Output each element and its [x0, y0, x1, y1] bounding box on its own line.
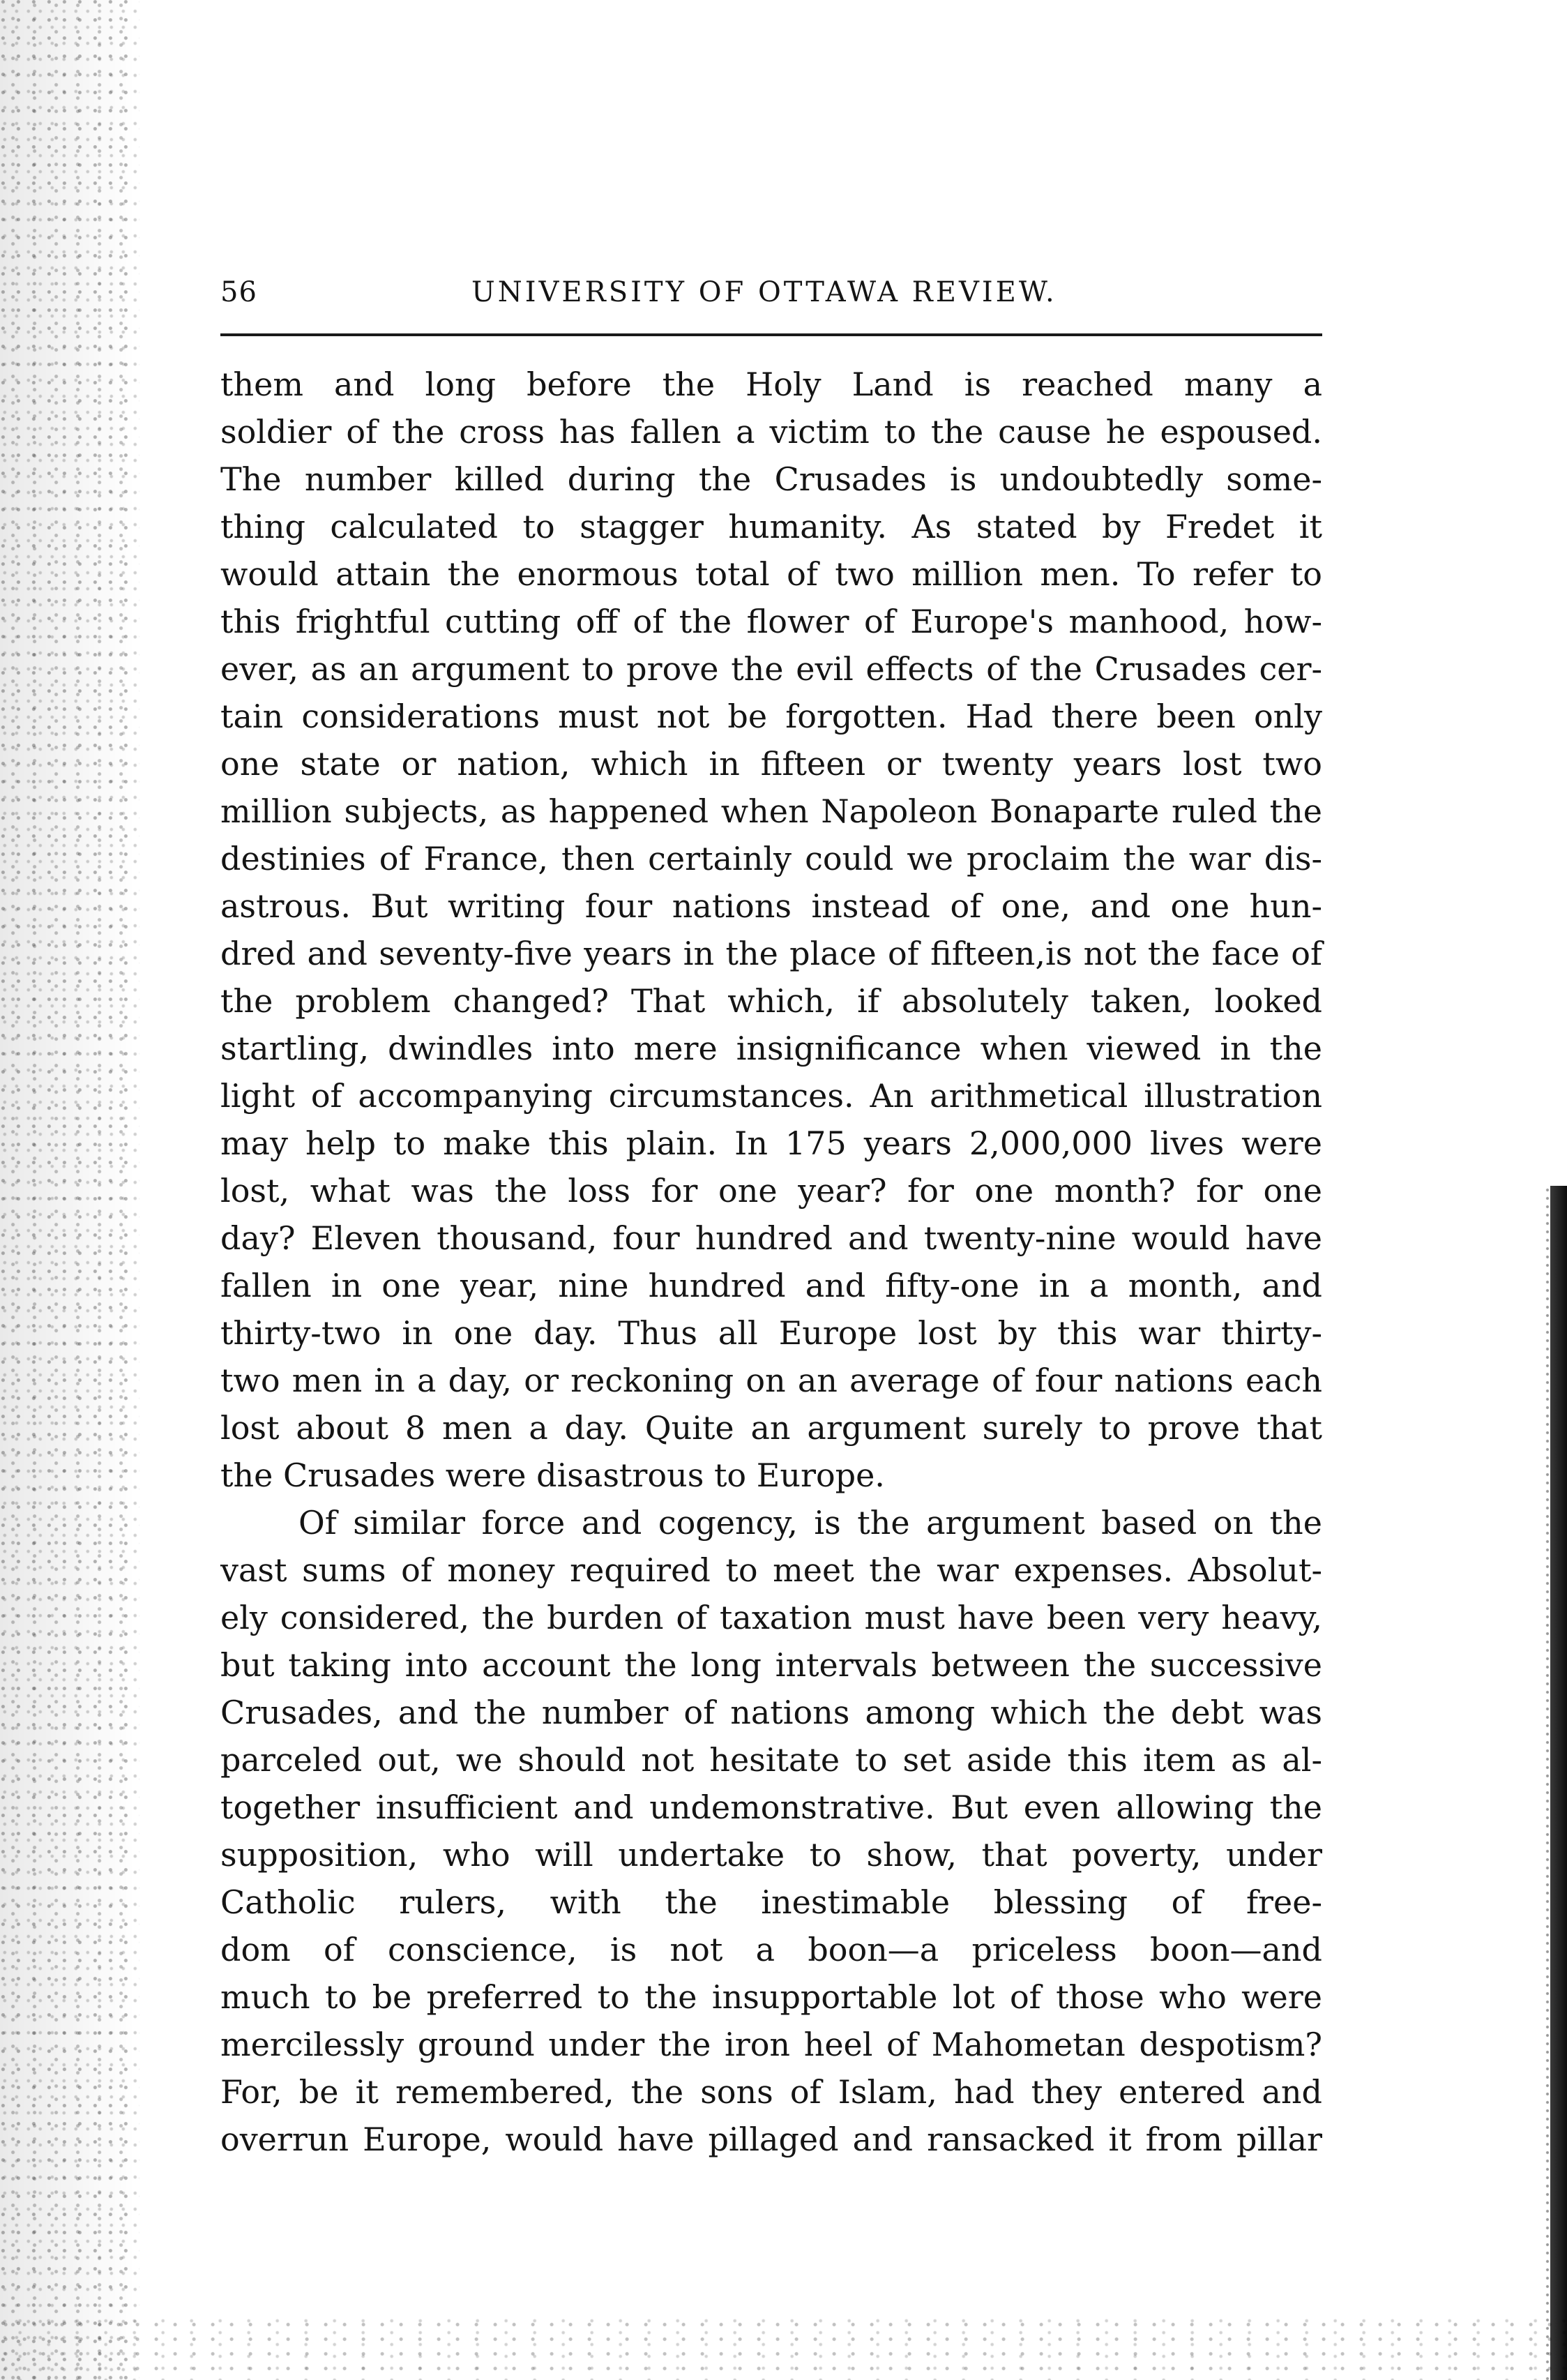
text-line: day? Eleven thousand, four hundred and twenty-nine would have: [220, 1219, 1322, 1257]
text-line: them and long before the Holy Land is reached many a: [220, 366, 1322, 403]
text-line: startling, dwindles into mere insignificance when viewed in the: [220, 1030, 1322, 1067]
text-line: overrun Europe, would have pillaged and ransacked it from pillar: [220, 2121, 1322, 2158]
text-line: supposition, who will undertake to show, that poverty, under: [220, 1836, 1322, 1874]
text-line: the Crusades were disastrous to Europe.: [220, 1456, 885, 1494]
page-header: [220, 271, 1329, 321]
scan-noise-left-margin: [0, 0, 139, 2380]
text-line: thirty-two in one day. Thus all Europe lost by this war thirty-: [220, 1314, 1322, 1352]
text-line: million subjects, as happened when Napoleon Bonaparte ruled the: [220, 792, 1322, 830]
header-rule: [220, 333, 1322, 336]
scan-noise-bottom-margin: [0, 2317, 1567, 2380]
text-line: vast sums of money required to meet the war expenses. Absolut-: [220, 1551, 1322, 1589]
text-line: dom of conscience, is not a boon—a priceless boon—and: [220, 1931, 1322, 1968]
text-line: The number killed during the Crusades is undoubtedly some-: [220, 460, 1322, 498]
text-line: thing calculated to stagger humanity. As stated by Fredet it: [220, 508, 1322, 545]
body-text: [220, 361, 1322, 2163]
text-line: would attain the enormous total of two million men. To refer to: [220, 555, 1322, 593]
text-line: together insufficient and undemonstrative. But even allowing the: [220, 1788, 1322, 1826]
text-line: Of similar force and cogency, is the argument based on the: [298, 1504, 1322, 1542]
text-line: ever, as an argument to prove the evil effects of the Crusades cer-: [220, 650, 1322, 688]
text-line: astrous. But writing four nations instead of one, and one hun-: [220, 887, 1322, 925]
text-line: Crusades, and the number of nations among which the debt was: [220, 1694, 1322, 1731]
text-line: destinies of France, then certainly could we proclaim the war dis-: [220, 840, 1322, 878]
page-number: 56: [220, 276, 257, 308]
text-line: two men in a day, or reckoning on an average of four nations each: [220, 1362, 1322, 1399]
text-line: light of accompanying circumstances. An arithmetical illustration: [220, 1077, 1322, 1115]
text-line: parceled out, we should not hesitate to set aside this item as al-: [220, 1741, 1322, 1779]
text-line: Catholic rulers, with the inestimable blessing of free-: [220, 1883, 1322, 1921]
text-line: fallen in one year, nine hundred and fifty-one in a month, and: [220, 1267, 1322, 1304]
text-line: soldier of the cross has fallen a victim to the cause he espoused.: [220, 413, 1322, 451]
text-line: this frightful cutting off of the flower of Europe's manhood, how-: [220, 603, 1322, 640]
text-line: lost, what was the loss for one year? for one month? for one: [220, 1172, 1322, 1210]
text-line: mercilessly ground under the iron heel of Mahometan despotism?: [220, 2026, 1322, 2063]
text-line: ely considered, the burden of taxation must have been very heavy,: [220, 1599, 1322, 1636]
text-line: may help to make this plain. In 175 years 2,000,000 lives were: [220, 1124, 1322, 1162]
text-line: but taking into account the long intervals between the successive: [220, 1646, 1322, 1684]
text-line: much to be preferred to the insupportable lot of those who were: [220, 1978, 1322, 2016]
text-line: the problem changed? That which, if absolutely taken, looked: [220, 982, 1322, 1020]
text-line: one state or nation, which in fifteen or twenty years lost two: [220, 745, 1322, 783]
running-head: UNIVERSITY OF OTTAWA REVIEW.: [471, 276, 1057, 308]
text-line: lost about 8 men a day. Quite an argument surely to prove that: [220, 1409, 1322, 1447]
text-line: tain considerations must not be forgotten. Had there been only: [220, 698, 1322, 735]
text-line: dred and seventy-five years in the place of fifteen,is not the face of: [220, 935, 1322, 972]
text-line: For, be it remembered, the sons of Islam, had they entered and: [220, 2073, 1322, 2111]
scan-dark-right-edge: [1550, 1186, 1567, 2380]
